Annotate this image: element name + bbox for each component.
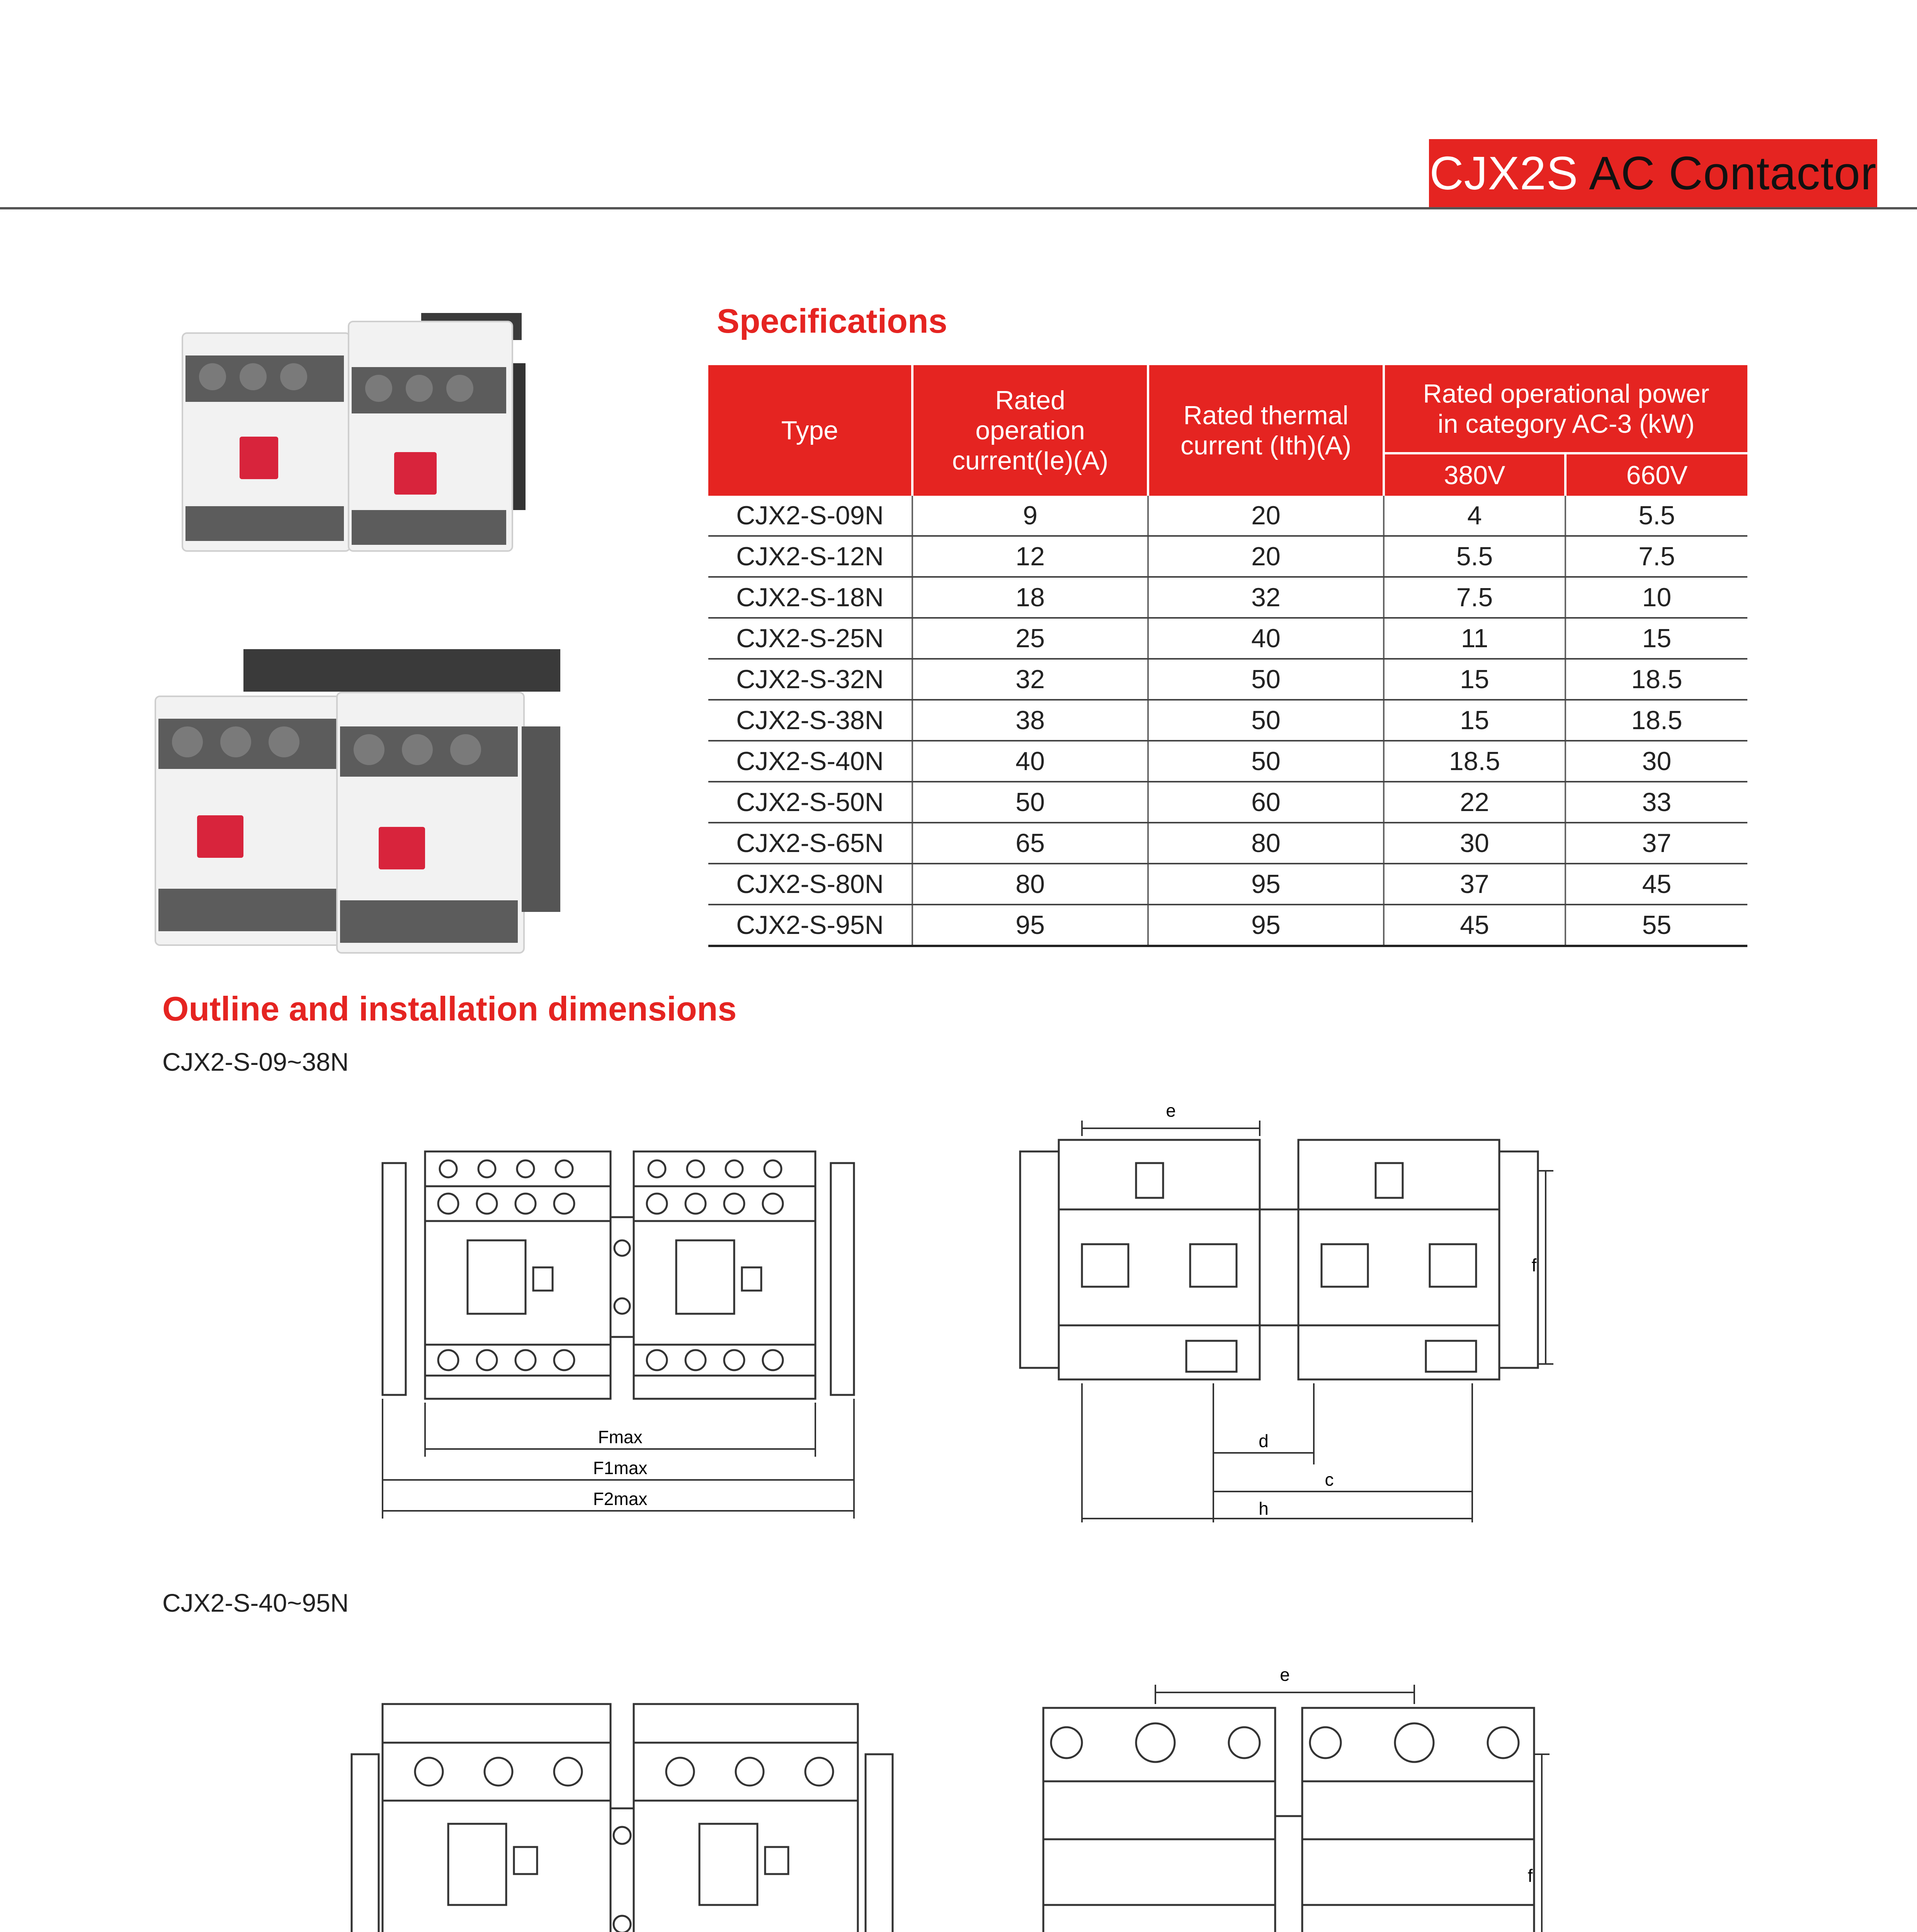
cell: 95 [912,905,1148,946]
cell: 95 [1148,864,1384,905]
cell: 15 [1384,700,1565,741]
dim-f2max-label: F2max [593,1489,648,1509]
cell: CJX2-S-38N [708,700,912,741]
cell: CJX2-S-32N [708,659,912,700]
outline-title: Outline and installation dimensions [162,990,737,1028]
header-rule [0,207,1917,209]
title-product: AC Contactor [1589,147,1877,199]
product-image-large [151,641,580,951]
dim-e-label: e [1166,1100,1176,1121]
cell: 18.5 [1384,741,1565,782]
spec-header-thermal-current: Rated thermal current (Ith)(A) [1148,365,1384,496]
table-row [708,618,1747,659]
specifications-title: Specifications [717,302,947,340]
cell: 18 [912,577,1148,618]
dim-c-label: c [1325,1469,1334,1490]
cell: 15 [1565,618,1747,659]
cell: 20 [1148,496,1384,536]
cell: 7.5 [1565,536,1747,577]
cell: 50 [912,782,1148,823]
cell: 18.5 [1565,700,1747,741]
side-view-drawing-small [1012,1094,1573,1546]
spec-header-rated-current: Rated operation current(Ie)(A) [912,365,1148,496]
dim-d-label: d [1259,1431,1269,1451]
table-row [708,577,1747,618]
dim-e-label: e [1280,1665,1290,1685]
cell: 5.5 [1384,536,1565,577]
front-view-drawing-large [340,1692,904,1932]
cell: 18.5 [1565,659,1747,700]
cell: 9 [912,496,1148,536]
cell: 60 [1148,782,1384,823]
table-row [708,782,1747,823]
cell: 80 [1148,823,1384,864]
cell: 37 [1384,864,1565,905]
cell: 4 [1384,496,1565,536]
cell: 25 [912,618,1148,659]
dim-fmax-label: Fmax [598,1427,643,1447]
page-title [1429,139,1877,207]
cell: 80 [912,864,1148,905]
front-view-drawing-small [371,1140,873,1538]
cell: 37 [1565,823,1747,864]
cell: 45 [1565,864,1747,905]
product-image-compact [166,305,545,553]
spec-header-power: Rated operational power in category AC-3 (kW) [1384,365,1747,453]
cell: 55 [1565,905,1747,946]
cell: CJX2-S-80N [708,864,912,905]
side-view-drawing-large [1036,1654,1569,1932]
cell: CJX2-S-09N [708,496,912,536]
cell: 22 [1384,782,1565,823]
cell: CJX2-S-40N [708,741,912,782]
cell: 50 [1148,700,1384,741]
cell: 33 [1565,782,1747,823]
cell: 7.5 [1384,577,1565,618]
table-row [708,700,1747,741]
cell: 30 [1565,741,1747,782]
cell: 40 [912,741,1148,782]
cell: 30 [1384,823,1565,864]
spec-header-380v: 380V [1384,453,1565,496]
cell: 50 [1148,741,1384,782]
cell: 32 [912,659,1148,700]
dim-f-label: f [1527,1866,1533,1886]
table-row [708,659,1747,700]
specifications-table [708,365,1747,947]
cell: 45 [1384,905,1565,946]
cell: 65 [912,823,1148,864]
cell: 95 [1148,905,1384,946]
cell: CJX2-S-95N [708,905,912,946]
cell: 40 [1148,618,1384,659]
cell: 5.5 [1565,496,1747,536]
cell: CJX2-S-65N [708,823,912,864]
cell: 50 [1148,659,1384,700]
cell: 12 [912,536,1148,577]
table-row [708,536,1747,577]
spec-header-type: Type [708,365,912,496]
cell: 11 [1384,618,1565,659]
table-row [708,496,1747,536]
dim-h-label: h [1259,1498,1269,1519]
cell: 20 [1148,536,1384,577]
cell: CJX2-S-18N [708,577,912,618]
group2-label: CJX2-S-40~95N [162,1588,349,1617]
cell: 32 [1148,577,1384,618]
cell: CJX2-S-50N [708,782,912,823]
cell: 10 [1565,577,1747,618]
title-series: CJX2S [1429,147,1579,199]
cell: 38 [912,700,1148,741]
group1-label: CJX2-S-09~38N [162,1048,349,1076]
cell: CJX2-S-25N [708,618,912,659]
dim-f1max-label: F1max [593,1458,648,1478]
cell: CJX2-S-12N [708,536,912,577]
table-row [708,864,1747,905]
spec-header-660v: 660V [1565,453,1747,496]
dim-f-label: f [1531,1255,1537,1275]
cell: 15 [1384,659,1565,700]
table-row [708,823,1747,864]
table-row [708,905,1747,946]
table-row [708,741,1747,782]
